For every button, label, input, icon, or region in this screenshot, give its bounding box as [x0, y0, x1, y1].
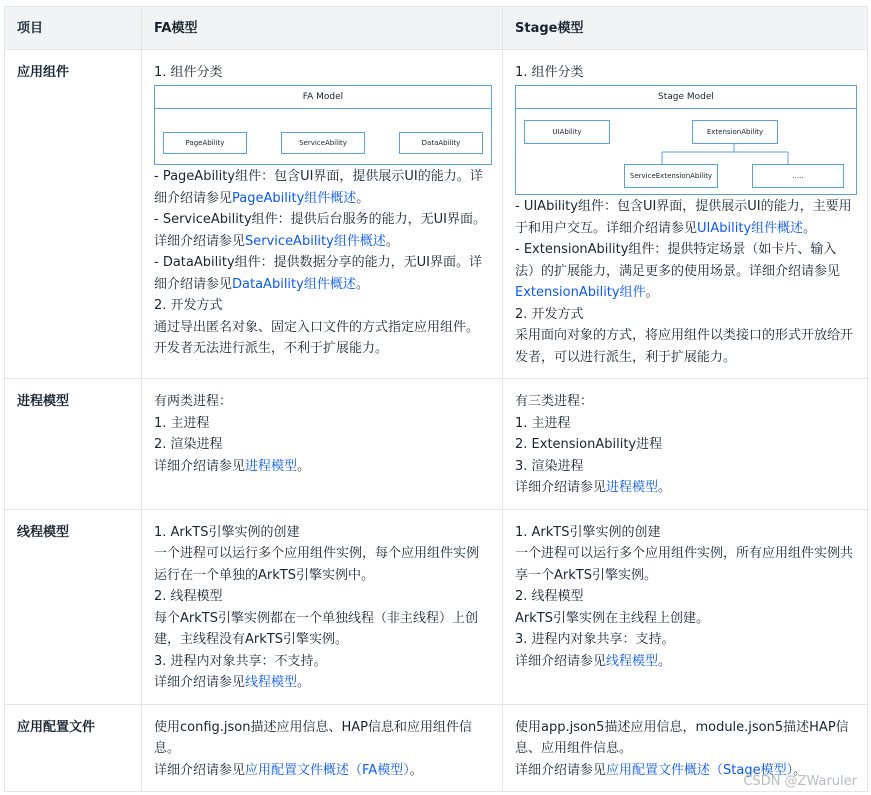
- stage-cell: [503, 49, 868, 379]
- serviceability-overview-link[interactable]: ServiceAbility组件概述: [245, 233, 386, 249]
- diagram-box-more: .....: [752, 164, 844, 188]
- text-line: - PageAbility组件：包含UI界面，提供展示UI的能力。详细介绍请参见PageAbility组件概述。: [154, 169, 483, 206]
- header-stage-model: Stage模型: [503, 7, 868, 50]
- diagram-box-pageability: PageAbility: [163, 132, 247, 154]
- row-label: 应用组件: [5, 49, 142, 379]
- text-line: - DataAbility组件：提供数据分享的能力，无UI界面。详细介绍请参见DataAbility组件概述。: [154, 255, 482, 292]
- table-row: [5, 49, 868, 379]
- fa-component-lines: [154, 166, 490, 360]
- fa-cell: [142, 704, 503, 792]
- text-line: 1. 组件分类: [154, 64, 223, 80]
- text-line: 使用config.json描述应用信息、HAP信息和应用组件信息。: [154, 719, 472, 756]
- text-line: 2. 线程模型: [154, 589, 223, 604]
- text-line: - UIAbility组件：包含UI界面，提供展示UI的能力，主要用于和用户交互。详细介绍请参见UIAbility组件概述。: [515, 199, 852, 236]
- text-line: 每个ArkTS引擎实例都在一个单独线程（非主线程）上创建，主线程没有ArkTS引擎实例。: [154, 610, 478, 647]
- text-line: - ExtensionAbility组件：提供特定场景（如卡片、输入法）的扩展能力，满足更多的使用场景。详细介绍请参见ExtensionAbility组件。: [515, 242, 841, 300]
- text-line: 3. 进程内对象共享：不支持。: [154, 653, 327, 669]
- watermark: CSDN @ZWaruler: [743, 774, 857, 789]
- table-row: [5, 704, 868, 792]
- text-line: 2. 渲染进程: [154, 437, 223, 452]
- text-line: 有两类进程：: [154, 394, 233, 409]
- text-line: ArkTS引擎实例在主线程上创建。: [515, 610, 709, 626]
- process-model-link[interactable]: 进程模型: [245, 458, 298, 474]
- stage-cell: [503, 379, 868, 510]
- comparison-table: [4, 6, 868, 792]
- stage-cell: [503, 509, 868, 704]
- text-line: 详细介绍请参见线程模型。: [515, 653, 672, 669]
- pageability-overview-link[interactable]: PageAbility组件概述: [232, 190, 357, 206]
- dataability-overview-link[interactable]: DataAbility组件概述: [232, 276, 356, 292]
- diagram-box-uiability: UIAbility: [524, 120, 610, 144]
- table-row: [5, 379, 868, 510]
- text-line: 1. 主进程: [515, 415, 571, 431]
- text-line: 2. 开发方式: [154, 298, 223, 313]
- thread-model-link[interactable]: 线程模型: [245, 675, 298, 690]
- text-line: 2. ExtensionAbility进程: [515, 437, 663, 452]
- text-line: 使用app.json5描述应用信息，module.json5描述HAP信息、应用组件信息。: [515, 719, 849, 756]
- text-line: 通过导出匿名对象、固定入口文件的方式指定应用组件。开发者无法进行派生，不利于扩展能力。: [154, 319, 480, 356]
- header-item: 项目: [5, 7, 142, 50]
- text-line: 一个进程可以运行多个应用组件实例，所有应用组件实例共享一个ArkTS引擎实例。: [515, 546, 854, 583]
- fa-cell: [142, 49, 503, 379]
- text-line: 一个进程可以运行多个应用组件实例，每个应用组件实例运行在一个单独的ArkTS引擎实例中。: [154, 546, 480, 583]
- diagram-box-serviceability: ServiceAbility: [281, 132, 365, 154]
- text-line: 详细介绍请参见线程模型。: [154, 675, 311, 690]
- header-fa-model: FA模型: [142, 7, 503, 50]
- text-line: 详细介绍请参见应用配置文件概述（FA模型）。: [154, 762, 423, 778]
- diagram-box-extensionability: ExtensionAbility: [692, 120, 778, 144]
- diagram-title: Stage Model: [516, 86, 856, 109]
- text-line: 1. ArkTS引擎实例的创建: [154, 524, 300, 540]
- thread-model-link[interactable]: 线程模型: [606, 653, 659, 669]
- text-line: 1. 主进程: [154, 415, 210, 431]
- text-line: 1. ArkTS引擎实例的创建: [515, 524, 661, 540]
- text-line: 2. 开发方式: [515, 306, 584, 322]
- diagram-box-serviceextensionability: ServiceExtensionAbility: [624, 164, 718, 188]
- text-line: 详细介绍请参见进程模型。: [515, 480, 672, 495]
- row-label: 应用配置文件: [5, 704, 142, 792]
- row-label: 进程模型: [5, 379, 142, 510]
- process-model-link[interactable]: 进程模型: [606, 480, 659, 495]
- diagram-box-dataability: DataAbility: [399, 132, 483, 154]
- text-line: - ServiceAbility组件：提供后台服务的能力，无UI界面。详细介绍请参见ServiceAbility组件概述。: [154, 212, 486, 249]
- table-row: [5, 509, 868, 704]
- stage-component-lines: [515, 196, 855, 368]
- text-line: 3. 渲染进程: [515, 458, 584, 474]
- text-line: 详细介绍请参见应用配置文件概述（Stage模型）。: [515, 762, 807, 778]
- text-line: 2. 线程模型: [515, 589, 584, 604]
- fa-model-diagram: [154, 85, 492, 165]
- text-line: 详细介绍请参见进程模型。: [154, 458, 311, 474]
- text-line: 有三类进程：: [515, 394, 594, 409]
- text-line: 1. 组件分类: [515, 64, 584, 80]
- fa-cell: [142, 379, 503, 510]
- fa-cell: [142, 509, 503, 704]
- fa-config-overview-link[interactable]: 应用配置文件概述（FA模型）: [245, 762, 410, 778]
- text-line: 采用面向对象的方式，将应用组件以类接口的形式开放给开发者，可以进行派生，利于扩展能力。: [515, 328, 854, 365]
- row-label: 线程模型: [5, 509, 142, 704]
- stage-config-overview-link[interactable]: 应用配置文件概述（Stage模型）: [606, 762, 794, 778]
- uiability-overview-link[interactable]: UIAbility组件概述: [697, 220, 804, 236]
- text-line: 3. 进程内对象共享：支持。: [515, 632, 675, 647]
- diagram-title: FA Model: [155, 86, 491, 109]
- table-header-row: [5, 7, 868, 50]
- stage-model-diagram: [515, 85, 857, 195]
- extensionability-link[interactable]: ExtensionAbility组件: [515, 285, 646, 300]
